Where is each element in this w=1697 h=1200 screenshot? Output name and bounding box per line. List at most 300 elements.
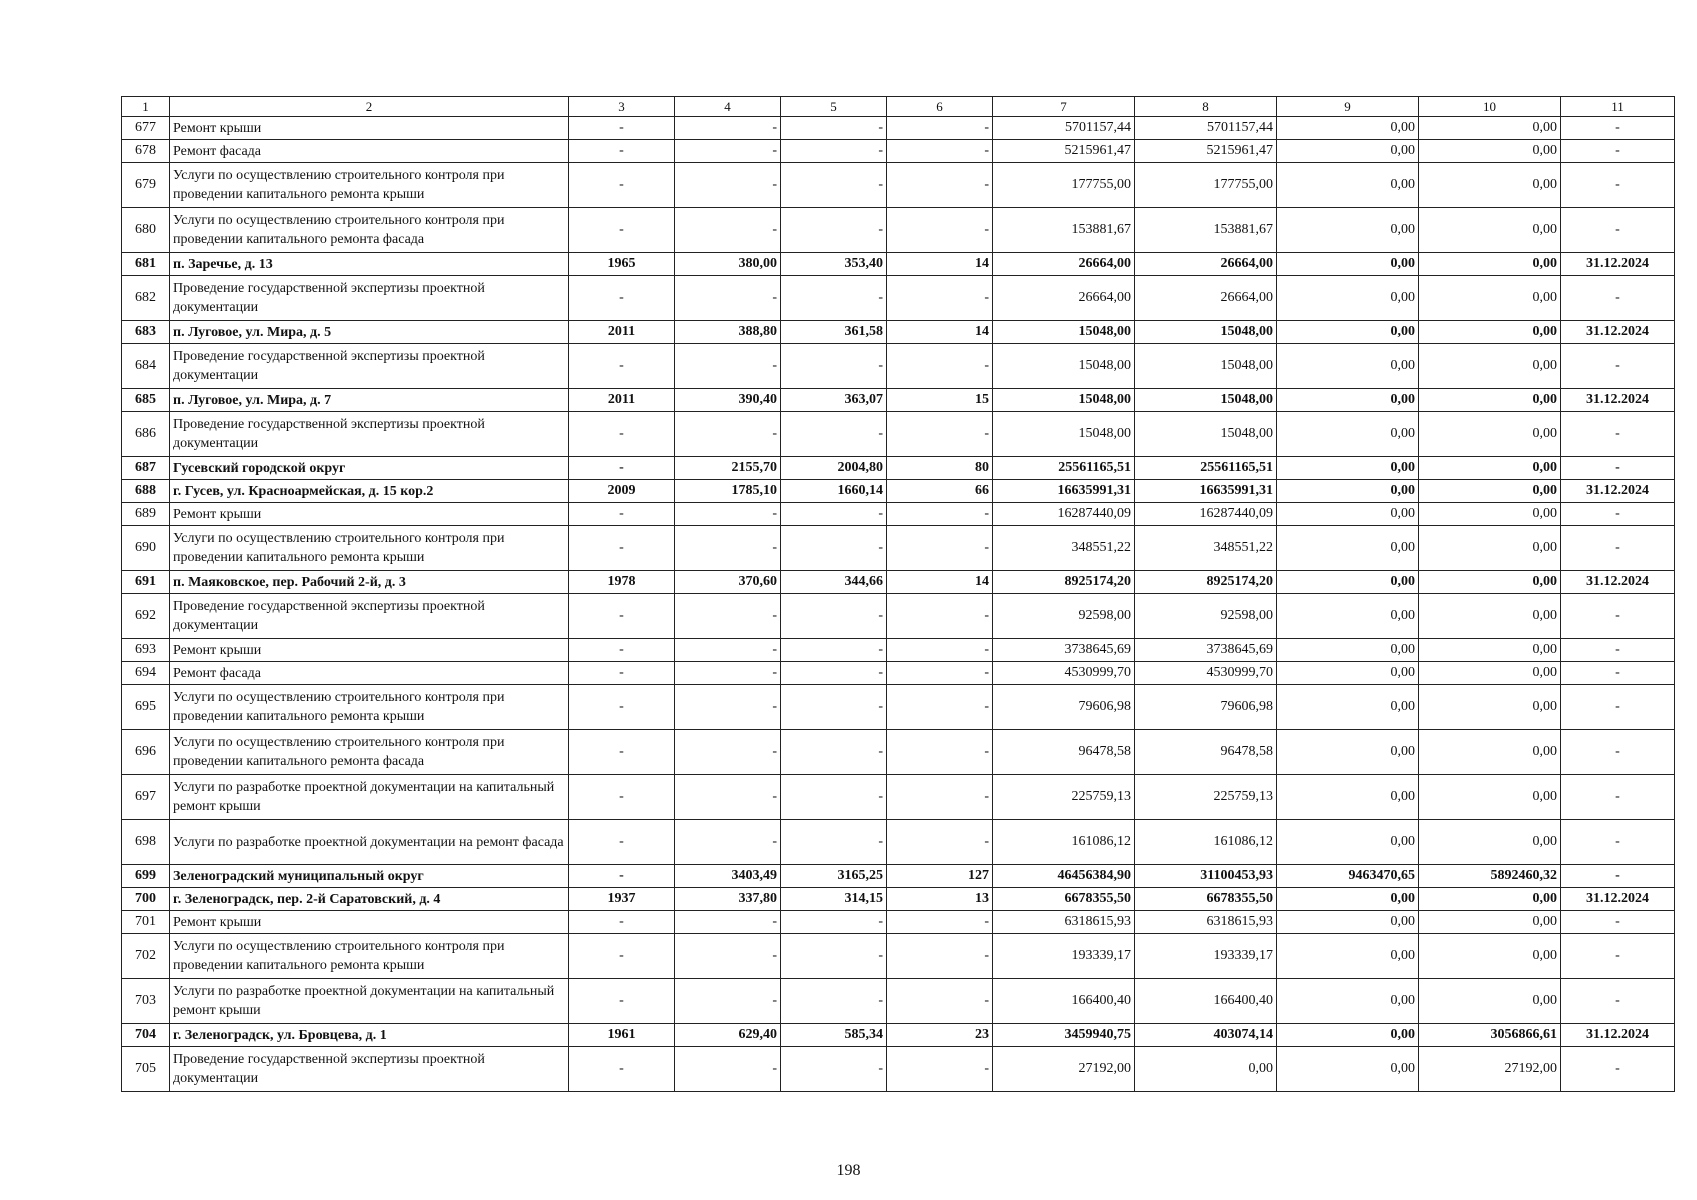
row-number-cell: 689 <box>122 503 170 526</box>
residents-cell: - <box>887 730 993 775</box>
deadline-cell: - <box>1561 526 1675 571</box>
table-row <box>122 253 1675 276</box>
row-number-cell: 690 <box>122 526 170 571</box>
cost-owners-cell: 0,00 <box>1419 457 1561 480</box>
row-number-cell: 691 <box>122 571 170 594</box>
year-cell: - <box>569 639 675 662</box>
area-living-cell: - <box>781 208 887 253</box>
deadline-cell: - <box>1561 685 1675 730</box>
cost-total-cell: 153881,67 <box>993 208 1135 253</box>
cost-total-cell: 16287440,09 <box>993 503 1135 526</box>
cost-owners-cell: 0,00 <box>1419 775 1561 820</box>
cost-total-cell: 25561165,51 <box>993 457 1135 480</box>
row-name-cell: Ремонт фасада <box>170 662 569 685</box>
area-total-cell: - <box>675 1047 781 1092</box>
table-row <box>122 594 1675 639</box>
cost-total-cell: 225759,13 <box>993 775 1135 820</box>
residents-cell: - <box>887 820 993 865</box>
deadline-cell: 31.12.2024 <box>1561 888 1675 911</box>
cost-owners-cell: 0,00 <box>1419 140 1561 163</box>
cost-owners-cell: 0,00 <box>1419 820 1561 865</box>
deadline-cell: - <box>1561 594 1675 639</box>
table-row <box>122 979 1675 1024</box>
row-number-cell: 700 <box>122 888 170 911</box>
header-cell: 3 <box>569 97 675 117</box>
cost-fund-cell: 6678355,50 <box>1135 888 1277 911</box>
year-cell: - <box>569 911 675 934</box>
header-cell: 2 <box>170 97 569 117</box>
row-name-cell: Услуги по разработке проектной документации на капитальный ремонт крыши <box>170 775 569 820</box>
area-living-cell: - <box>781 594 887 639</box>
cost-total-cell: 26664,00 <box>993 276 1135 321</box>
cost-budget-cell: 0,00 <box>1277 276 1419 321</box>
row-name-cell: Гусевский городской округ <box>170 457 569 480</box>
row-name-cell: Проведение государственной экспертизы проектной документации <box>170 594 569 639</box>
deadline-cell: - <box>1561 344 1675 389</box>
cost-owners-cell: 0,00 <box>1419 888 1561 911</box>
table-row <box>122 503 1675 526</box>
cost-budget-cell: 0,00 <box>1277 730 1419 775</box>
year-cell: - <box>569 163 675 208</box>
table-row <box>122 934 1675 979</box>
cost-fund-cell: 92598,00 <box>1135 594 1277 639</box>
cost-budget-cell: 0,00 <box>1277 594 1419 639</box>
area-total-cell: - <box>675 730 781 775</box>
year-cell: - <box>569 1047 675 1092</box>
row-number-cell: 684 <box>122 344 170 389</box>
cost-budget-cell: 0,00 <box>1277 571 1419 594</box>
cost-owners-cell: 5892460,32 <box>1419 865 1561 888</box>
cost-owners-cell: 0,00 <box>1419 526 1561 571</box>
cost-budget-cell: 0,00 <box>1277 389 1419 412</box>
area-total-cell: - <box>675 412 781 457</box>
cost-total-cell: 4530999,70 <box>993 662 1135 685</box>
header-cell: 1 <box>122 97 170 117</box>
cost-fund-cell: 5701157,44 <box>1135 117 1277 140</box>
area-living-cell: - <box>781 685 887 730</box>
cost-fund-cell: 26664,00 <box>1135 253 1277 276</box>
cost-budget-cell: 0,00 <box>1277 662 1419 685</box>
year-cell: 1937 <box>569 888 675 911</box>
row-number-cell: 698 <box>122 820 170 865</box>
area-total-cell: - <box>675 276 781 321</box>
cost-owners-cell: 0,00 <box>1419 389 1561 412</box>
deadline-cell: 31.12.2024 <box>1561 1024 1675 1047</box>
year-cell: - <box>569 775 675 820</box>
area-total-cell: - <box>675 208 781 253</box>
residents-cell: - <box>887 911 993 934</box>
header-cell: 11 <box>1561 97 1675 117</box>
area-total-cell: 390,40 <box>675 389 781 412</box>
cost-total-cell: 26664,00 <box>993 253 1135 276</box>
residents-cell: - <box>887 526 993 571</box>
area-total-cell: - <box>675 775 781 820</box>
cost-budget-cell: 0,00 <box>1277 775 1419 820</box>
row-number-cell: 702 <box>122 934 170 979</box>
residents-cell: - <box>887 503 993 526</box>
deadline-cell: - <box>1561 775 1675 820</box>
table-row <box>122 140 1675 163</box>
cost-total-cell: 46456384,90 <box>993 865 1135 888</box>
cost-owners-cell: 3056866,61 <box>1419 1024 1561 1047</box>
cost-budget-cell: 9463470,65 <box>1277 865 1419 888</box>
area-total-cell: - <box>675 820 781 865</box>
cost-owners-cell: 0,00 <box>1419 730 1561 775</box>
cost-total-cell: 92598,00 <box>993 594 1135 639</box>
cost-fund-cell: 96478,58 <box>1135 730 1277 775</box>
deadline-cell: 31.12.2024 <box>1561 480 1675 503</box>
year-cell: - <box>569 412 675 457</box>
cost-owners-cell: 27192,00 <box>1419 1047 1561 1092</box>
area-total-cell: 388,80 <box>675 321 781 344</box>
deadline-cell: - <box>1561 1047 1675 1092</box>
cost-owners-cell: 0,00 <box>1419 639 1561 662</box>
header-cell: 4 <box>675 97 781 117</box>
row-name-cell: Услуги по разработке проектной документации на капитальный ремонт крыши <box>170 979 569 1024</box>
row-number-cell: 693 <box>122 639 170 662</box>
year-cell: - <box>569 526 675 571</box>
year-cell: - <box>569 865 675 888</box>
year-cell: - <box>569 140 675 163</box>
year-cell: - <box>569 662 675 685</box>
year-cell: - <box>569 457 675 480</box>
cost-budget-cell: 0,00 <box>1277 253 1419 276</box>
area-living-cell: - <box>781 662 887 685</box>
row-number-cell: 692 <box>122 594 170 639</box>
row-number-cell: 680 <box>122 208 170 253</box>
year-cell: 2009 <box>569 480 675 503</box>
cost-total-cell: 15048,00 <box>993 321 1135 344</box>
row-number-cell: 683 <box>122 321 170 344</box>
table-row <box>122 117 1675 140</box>
cost-budget-cell: 0,00 <box>1277 820 1419 865</box>
cost-total-cell: 96478,58 <box>993 730 1135 775</box>
page-number: 198 <box>836 1162 861 1179</box>
deadline-cell: 31.12.2024 <box>1561 571 1675 594</box>
cost-fund-cell: 348551,22 <box>1135 526 1277 571</box>
area-total-cell: - <box>675 140 781 163</box>
year-cell: 2011 <box>569 321 675 344</box>
year-cell: - <box>569 117 675 140</box>
header-cell: 9 <box>1277 97 1419 117</box>
cost-total-cell: 8925174,20 <box>993 571 1135 594</box>
area-living-cell: 363,07 <box>781 389 887 412</box>
area-living-cell: - <box>781 117 887 140</box>
row-name-cell: Проведение государственной экспертизы проектной документации <box>170 412 569 457</box>
year-cell: 2011 <box>569 389 675 412</box>
cost-total-cell: 15048,00 <box>993 412 1135 457</box>
residents-cell: - <box>887 775 993 820</box>
row-name-cell: п. Заречье, д. 13 <box>170 253 569 276</box>
row-name-cell: п. Луговое, ул. Мира, д. 5 <box>170 321 569 344</box>
row-name-cell: Проведение государственной экспертизы проектной документации <box>170 276 569 321</box>
cost-owners-cell: 0,00 <box>1419 412 1561 457</box>
table-row <box>122 480 1675 503</box>
row-name-cell: г. Гусев, ул. Красноармейская, д. 15 кор.2 <box>170 480 569 503</box>
residents-cell: 80 <box>887 457 993 480</box>
cost-owners-cell: 0,00 <box>1419 662 1561 685</box>
table-row <box>122 662 1675 685</box>
row-name-cell: п. Луговое, ул. Мира, д. 7 <box>170 389 569 412</box>
cost-total-cell: 3738645,69 <box>993 639 1135 662</box>
cost-fund-cell: 15048,00 <box>1135 389 1277 412</box>
area-living-cell: - <box>781 911 887 934</box>
cost-budget-cell: 0,00 <box>1277 344 1419 389</box>
year-cell: 1961 <box>569 1024 675 1047</box>
area-living-cell: - <box>781 140 887 163</box>
area-total-cell: 380,00 <box>675 253 781 276</box>
area-total-cell: - <box>675 979 781 1024</box>
deadline-cell: - <box>1561 140 1675 163</box>
table-row <box>122 457 1675 480</box>
cost-fund-cell: 161086,12 <box>1135 820 1277 865</box>
repair-program-table <box>121 96 1675 1092</box>
deadline-cell: - <box>1561 820 1675 865</box>
residents-cell: - <box>887 163 993 208</box>
residents-cell: - <box>887 276 993 321</box>
deadline-cell: - <box>1561 662 1675 685</box>
row-number-cell: 699 <box>122 865 170 888</box>
area-living-cell: 2004,80 <box>781 457 887 480</box>
area-living-cell: - <box>781 730 887 775</box>
area-living-cell: - <box>781 503 887 526</box>
cost-owners-cell: 0,00 <box>1419 911 1561 934</box>
table-row <box>122 1047 1675 1092</box>
area-total-cell: - <box>675 662 781 685</box>
deadline-cell: 31.12.2024 <box>1561 253 1675 276</box>
table-row <box>122 389 1675 412</box>
cost-owners-cell: 0,00 <box>1419 344 1561 389</box>
cost-budget-cell: 0,00 <box>1277 208 1419 253</box>
cost-owners-cell: 0,00 <box>1419 503 1561 526</box>
area-total-cell: 2155,70 <box>675 457 781 480</box>
header-cell: 7 <box>993 97 1135 117</box>
year-cell: - <box>569 276 675 321</box>
row-name-cell: Услуги по осуществлению строительного контроля при проведении капитального ремонта крыши <box>170 685 569 730</box>
area-living-cell: 361,58 <box>781 321 887 344</box>
cost-budget-cell: 0,00 <box>1277 639 1419 662</box>
cost-fund-cell: 0,00 <box>1135 1047 1277 1092</box>
cost-fund-cell: 6318615,93 <box>1135 911 1277 934</box>
cost-fund-cell: 79606,98 <box>1135 685 1277 730</box>
row-number-cell: 697 <box>122 775 170 820</box>
cost-owners-cell: 0,00 <box>1419 117 1561 140</box>
residents-cell: - <box>887 685 993 730</box>
cost-budget-cell: 0,00 <box>1277 457 1419 480</box>
cost-total-cell: 3459940,75 <box>993 1024 1135 1047</box>
cost-total-cell: 79606,98 <box>993 685 1135 730</box>
header-cell: 8 <box>1135 97 1277 117</box>
row-number-cell: 694 <box>122 662 170 685</box>
cost-owners-cell: 0,00 <box>1419 685 1561 730</box>
cost-fund-cell: 403074,14 <box>1135 1024 1277 1047</box>
row-name-cell: Ремонт фасада <box>170 140 569 163</box>
cost-budget-cell: 0,00 <box>1277 934 1419 979</box>
area-living-cell: 314,15 <box>781 888 887 911</box>
cost-total-cell: 348551,22 <box>993 526 1135 571</box>
area-living-cell: 1660,14 <box>781 480 887 503</box>
cost-budget-cell: 0,00 <box>1277 480 1419 503</box>
deadline-cell: - <box>1561 412 1675 457</box>
deadline-cell: - <box>1561 934 1675 979</box>
cost-budget-cell: 0,00 <box>1277 685 1419 730</box>
row-name-cell: Услуги по осуществлению строительного контроля при проведении капитального ремонта крыши <box>170 934 569 979</box>
row-name-cell: Ремонт крыши <box>170 117 569 140</box>
row-name-cell: Услуги по осуществлению строительного контроля при проведении капитального ремонта крыши <box>170 526 569 571</box>
cost-owners-cell: 0,00 <box>1419 163 1561 208</box>
area-living-cell: - <box>781 639 887 662</box>
residents-cell: - <box>887 208 993 253</box>
residents-cell: - <box>887 934 993 979</box>
cost-owners-cell: 0,00 <box>1419 208 1561 253</box>
cost-owners-cell: 0,00 <box>1419 571 1561 594</box>
deadline-cell: - <box>1561 503 1675 526</box>
table-row <box>122 208 1675 253</box>
area-total-cell: - <box>675 163 781 208</box>
cost-fund-cell: 15048,00 <box>1135 344 1277 389</box>
area-living-cell: - <box>781 1047 887 1092</box>
table-row <box>122 730 1675 775</box>
table-row <box>122 526 1675 571</box>
year-cell: - <box>569 820 675 865</box>
year-cell: - <box>569 730 675 775</box>
area-total-cell: - <box>675 344 781 389</box>
row-name-cell: Ремонт крыши <box>170 639 569 662</box>
deadline-cell: - <box>1561 117 1675 140</box>
cost-total-cell: 27192,00 <box>993 1047 1135 1092</box>
row-name-cell: Услуги по осуществлению строительного контроля при проведении капитального ремонта фасада <box>170 208 569 253</box>
area-living-cell: - <box>781 163 887 208</box>
residents-cell: - <box>887 1047 993 1092</box>
area-total-cell: 370,60 <box>675 571 781 594</box>
year-cell: - <box>569 503 675 526</box>
cost-fund-cell: 31100453,93 <box>1135 865 1277 888</box>
year-cell: 1978 <box>569 571 675 594</box>
table-row <box>122 571 1675 594</box>
cost-fund-cell: 4530999,70 <box>1135 662 1277 685</box>
cost-fund-cell: 166400,40 <box>1135 979 1277 1024</box>
residents-cell: - <box>887 140 993 163</box>
cost-owners-cell: 0,00 <box>1419 253 1561 276</box>
cost-fund-cell: 225759,13 <box>1135 775 1277 820</box>
row-name-cell: п. Маяковское, пер. Рабочий 2-й, д. 3 <box>170 571 569 594</box>
cost-total-cell: 6318615,93 <box>993 911 1135 934</box>
cost-owners-cell: 0,00 <box>1419 934 1561 979</box>
residents-cell: - <box>887 117 993 140</box>
deadline-cell: - <box>1561 979 1675 1024</box>
cost-total-cell: 193339,17 <box>993 934 1135 979</box>
table-row <box>122 820 1675 865</box>
deadline-cell: - <box>1561 208 1675 253</box>
area-total-cell: - <box>675 526 781 571</box>
row-number-cell: 705 <box>122 1047 170 1092</box>
area-total-cell: - <box>675 503 781 526</box>
row-name-cell: Зеленоградский муниципальный округ <box>170 865 569 888</box>
residents-cell: 23 <box>887 1024 993 1047</box>
row-name-cell: Проведение государственной экспертизы проектной документации <box>170 1047 569 1092</box>
table-row <box>122 775 1675 820</box>
year-cell: - <box>569 208 675 253</box>
row-number-cell: 677 <box>122 117 170 140</box>
deadline-cell: - <box>1561 276 1675 321</box>
cost-fund-cell: 15048,00 <box>1135 321 1277 344</box>
residents-cell: 14 <box>887 321 993 344</box>
year-cell: - <box>569 979 675 1024</box>
residents-cell: - <box>887 979 993 1024</box>
area-total-cell: 3403,49 <box>675 865 781 888</box>
cost-budget-cell: 0,00 <box>1277 412 1419 457</box>
cost-fund-cell: 3738645,69 <box>1135 639 1277 662</box>
cost-owners-cell: 0,00 <box>1419 480 1561 503</box>
cost-owners-cell: 0,00 <box>1419 276 1561 321</box>
cost-budget-cell: 0,00 <box>1277 526 1419 571</box>
cost-budget-cell: 0,00 <box>1277 1047 1419 1092</box>
residents-cell: - <box>887 594 993 639</box>
area-living-cell: 585,34 <box>781 1024 887 1047</box>
table-row <box>122 865 1675 888</box>
cost-budget-cell: 0,00 <box>1277 503 1419 526</box>
cost-total-cell: 15048,00 <box>993 344 1135 389</box>
year-cell: - <box>569 685 675 730</box>
row-name-cell: Услуги по разработке проектной документации на ремонт фасада <box>170 820 569 865</box>
year-cell: - <box>569 344 675 389</box>
cost-fund-cell: 153881,67 <box>1135 208 1277 253</box>
cost-budget-cell: 0,00 <box>1277 888 1419 911</box>
area-living-cell: - <box>781 276 887 321</box>
cost-total-cell: 161086,12 <box>993 820 1135 865</box>
area-living-cell: - <box>781 526 887 571</box>
row-number-cell: 681 <box>122 253 170 276</box>
residents-cell: - <box>887 412 993 457</box>
cost-owners-cell: 0,00 <box>1419 979 1561 1024</box>
table-row <box>122 412 1675 457</box>
cost-fund-cell: 16287440,09 <box>1135 503 1277 526</box>
residents-cell: - <box>887 639 993 662</box>
row-number-cell: 687 <box>122 457 170 480</box>
area-total-cell: - <box>675 934 781 979</box>
area-living-cell: - <box>781 344 887 389</box>
cost-fund-cell: 193339,17 <box>1135 934 1277 979</box>
cost-fund-cell: 25561165,51 <box>1135 457 1277 480</box>
area-living-cell: 344,66 <box>781 571 887 594</box>
row-name-cell: г. Зеленоградск, пер. 2-й Саратовский, д. 4 <box>170 888 569 911</box>
area-living-cell: 3165,25 <box>781 865 887 888</box>
table-row <box>122 639 1675 662</box>
cost-fund-cell: 5215961,47 <box>1135 140 1277 163</box>
deadline-cell: - <box>1561 911 1675 934</box>
cost-budget-cell: 0,00 <box>1277 1024 1419 1047</box>
cost-budget-cell: 0,00 <box>1277 321 1419 344</box>
cost-fund-cell: 177755,00 <box>1135 163 1277 208</box>
area-total-cell: - <box>675 685 781 730</box>
header-cell: 5 <box>781 97 887 117</box>
row-number-cell: 678 <box>122 140 170 163</box>
row-name-cell: Услуги по осуществлению строительного контроля при проведении капитального ремонта крыши <box>170 163 569 208</box>
area-living-cell: - <box>781 820 887 865</box>
cost-total-cell: 16635991,31 <box>993 480 1135 503</box>
row-number-cell: 685 <box>122 389 170 412</box>
table-row <box>122 888 1675 911</box>
column-number-header-row <box>122 97 1675 117</box>
cost-fund-cell: 8925174,20 <box>1135 571 1277 594</box>
cost-total-cell: 177755,00 <box>993 163 1135 208</box>
table-row <box>122 321 1675 344</box>
residents-cell: 127 <box>887 865 993 888</box>
header-cell: 10 <box>1419 97 1561 117</box>
cost-budget-cell: 0,00 <box>1277 979 1419 1024</box>
residents-cell: 13 <box>887 888 993 911</box>
year-cell: - <box>569 934 675 979</box>
